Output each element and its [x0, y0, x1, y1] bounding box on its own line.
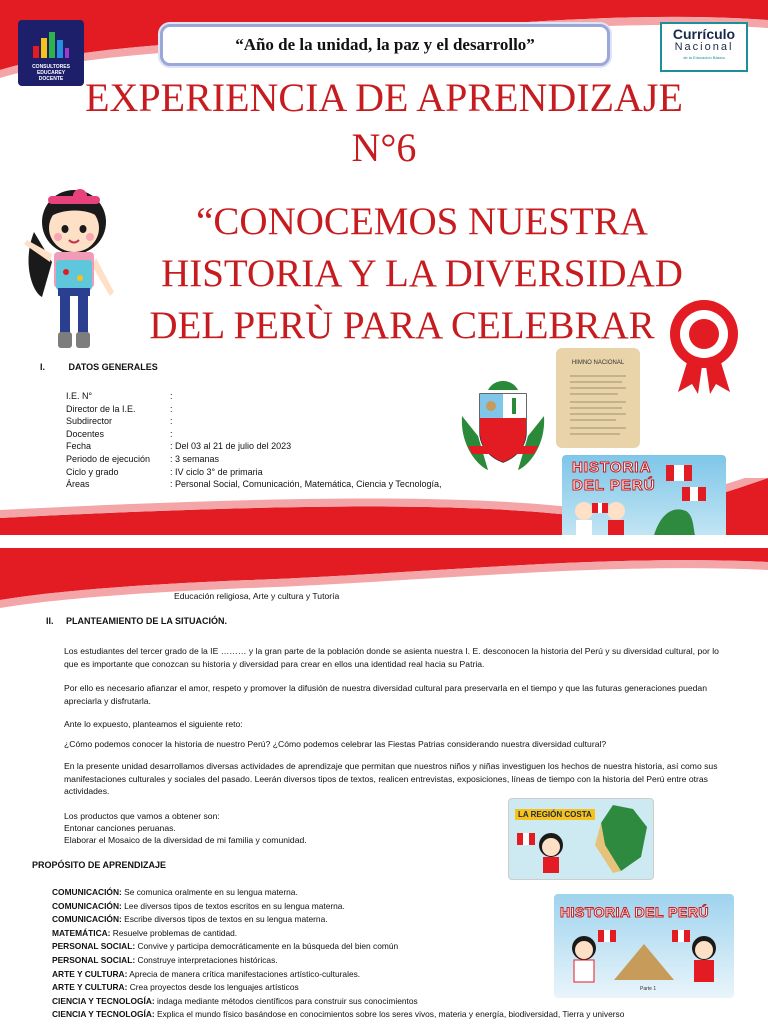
experience-number: N°6: [351, 125, 417, 170]
purpose-item: [52, 900, 624, 914]
section-title: PLANTEAMIENTO DE LA SITUACIÓN.: [66, 616, 228, 626]
purpose-item: [52, 913, 624, 927]
field-label: Áreas: [66, 479, 90, 490]
costa-title: LA REGIÓN COSTA: [515, 809, 595, 820]
field-value: : Personal Social, Comunicación, Matemática, Ciencia y Tecnología,: [170, 479, 442, 490]
curriculo-small: de la Educación Básica: [683, 55, 725, 60]
purpose-text: Crea proyectos desde los lenguajes artísticos: [127, 982, 299, 993]
field-label: Subdirector: [66, 416, 113, 427]
purpose-text: Escribe diversos tipos de textos en su lengua materna.: [121, 914, 328, 925]
curriculo-title: Currículo: [672, 26, 736, 42]
field-row: [66, 390, 441, 403]
areas-continuation: Educación religiosa, Arte y cultura y Tutoría: [174, 591, 340, 601]
banner-2-title: HISTORIA DEL PERÚ: [560, 904, 710, 920]
purpose-item: [52, 954, 624, 968]
section-situation-heading: [46, 616, 227, 626]
motto-box: “Año de la unidad, la paz y el desarrollo”: [160, 24, 610, 66]
general-fields: [66, 390, 441, 491]
situation-paragraph-3: Ante lo expuesto, planteamos el siguiente reto:: [64, 719, 243, 729]
purpose-area: ARTE Y CULTURA:: [52, 982, 128, 993]
subtitle: [112, 196, 732, 352]
purpose-text: Resuelve problemas de cantidad.: [110, 927, 238, 938]
purpose-item: [52, 927, 624, 941]
page-gap: [0, 535, 768, 548]
field-value: : Del 03 al 21 de julio del 2023: [170, 441, 292, 452]
purpose-item: [52, 1008, 624, 1022]
logo-left-text-2: EDUCAREY: [36, 70, 66, 76]
field-value: : 3 semanas: [170, 453, 220, 464]
purpose-list: [52, 886, 624, 1022]
logo-bars-icon: [31, 30, 71, 60]
purpose-item: [52, 968, 624, 982]
logo-left-text-1: CONSULTORES: [32, 64, 70, 70]
girl-illustration: [22, 182, 122, 362]
logo-left-text-3: DOCENTE: [38, 76, 64, 82]
purpose-area: CIENCIA Y TECNOLOGÍA:: [52, 1009, 155, 1020]
himno-title: HIMNO NACIONAL: [571, 360, 625, 366]
coat-of-arms-icon: [458, 376, 548, 472]
banner-2-small: Parte 1: [640, 986, 657, 992]
purpose-area: COMUNICACIÓN:: [52, 914, 122, 925]
field-value: :: [170, 391, 173, 401]
region-costa-image: [508, 798, 654, 880]
situation-paragraph-2: Por ello es necesario afianzar el amor, respeto y promover la difusión de nuestra diversidad cultural para preservarla en el tiempo y que las futuras generaciones puedan apreciarla y disfrutarla.: [64, 683, 707, 706]
field-row: [66, 403, 441, 416]
subtitle-line-3: DEL PERÙ PARA CELEBRAR: [149, 304, 655, 347]
product-2: Elaborar el Mosaico de la diversidad de mi familia y comunidad.: [64, 835, 307, 845]
rosette-icon: [664, 296, 744, 396]
curriculo-sub: Nacional: [674, 41, 734, 53]
situation-paragraph-1: Los estudiantes del tercer grado de la IE ……… y la gran parte de la población donde se asienta nuestra I. E. desconocen la historia del Perú y su diversidad cultural, por lo que es importante que conozcan su historia y diversidad para crear en ellos una identidad real hacia su Patria.: [64, 646, 719, 669]
section-general-heading: [40, 362, 158, 372]
purpose-item: [52, 995, 624, 1009]
field-value: :: [170, 403, 173, 414]
field-label: Periodo de ejecución: [66, 453, 151, 464]
purpose-area: MATEMÁTICA:: [52, 927, 111, 938]
field-row: [66, 453, 441, 466]
purpose-text: Se comunica oralmente en su lengua materna.: [121, 887, 298, 897]
field-label: Director de la I.E.: [66, 403, 136, 414]
field-value: :: [170, 416, 173, 427]
field-row: [66, 428, 441, 441]
purpose-text: indaga mediante métodos científicos para construir sus conocimientos: [154, 995, 418, 1006]
purpose-text: Construye interpretaciones históricas.: [135, 954, 278, 965]
historia-banner-1: [562, 455, 726, 535]
product-1: Entonar canciones peruanas.: [64, 823, 176, 833]
purpose-item: [52, 886, 624, 900]
section-num: II.: [46, 616, 54, 626]
subtitle-line-2: HISTORIA Y LA DIVERSIDAD: [161, 252, 683, 295]
purpose-item: [52, 981, 624, 995]
purpose-area: CIENCIA Y TECNOLOGÍA:: [52, 995, 155, 1006]
field-value: : IV ciclo 3° de primaria: [170, 466, 263, 477]
field-row: [66, 440, 441, 453]
field-label: Ciclo y grado: [66, 466, 119, 477]
products-intro: Los productos que vamos a obtener son:: [64, 811, 220, 821]
field-label: Fecha: [66, 441, 92, 452]
situation-challenge: ¿Cómo podemos conocer la historia de nuestro Perú? ¿Cómo podemos celebrar las Fiestas Patrias considerando nuestra diversidad cultural?: [64, 739, 607, 749]
purpose-area: PERSONAL SOCIAL:: [52, 941, 136, 952]
curriculo-logo: [660, 22, 748, 72]
purpose-item: [52, 940, 624, 954]
subtitle-line-1: “CONOCEMOS NUESTRA: [196, 200, 648, 243]
purpose-text: Convive y participa democráticamente en la búsqueda del bien común: [135, 941, 399, 952]
purpose-area: COMUNICACIÓN:: [52, 887, 122, 897]
field-row: [66, 415, 441, 428]
top-ribbon-2: [0, 548, 768, 608]
banner-1-line-2: DEL PERÚ: [572, 477, 656, 494]
field-row: [66, 478, 441, 491]
banner-1-line-1: HISTORIA: [572, 459, 652, 476]
purpose-area: PERSONAL SOCIAL:: [52, 954, 136, 965]
situation-paragraph-5: En la presente unidad desarrollamos diversas actividades de aprendizaje que permitan que nuestros niños y niñas investiguen los hechos de nuestra historia, así como sus manifestaciones culturales y sociales del pasado. Leerán diversos tipos de textos, realicen entrevistas, exposiciones, líneas de tiempo con la historia del Perú entre otras actividades.: [64, 761, 718, 796]
field-value: :: [170, 428, 173, 439]
section-purpose-heading: PROPÓSITO DE APRENDIZAJE: [32, 860, 167, 870]
purpose-area: COMUNICACIÓN:: [52, 900, 122, 911]
costa-illustration: [509, 799, 653, 879]
himno-lines-icon: [556, 370, 640, 448]
page-title: EXPERIENCIA DE APRENDIZAJE: [85, 75, 683, 120]
banner-1-illustration: [562, 455, 726, 535]
section-num: I.: [40, 362, 46, 372]
himno-image: [556, 348, 640, 448]
purpose-area: ARTE Y CULTURA:: [52, 968, 128, 979]
purpose-text: Explica el mundo físico basándose en conocimientos sobre los seres vivos, materia y energía, biodiversidad, Tierra y universo: [154, 1009, 625, 1020]
field-row: [66, 466, 441, 479]
purpose-text: Aprecia de manera crítica manifestaciones artístico-culturales.: [127, 968, 361, 979]
section-title: DATOS GENERALES: [68, 362, 158, 372]
field-label: I.E. N°: [66, 391, 93, 401]
purpose-text: Lee diversos tipos de textos escritos en su lengua materna.: [121, 900, 345, 911]
field-label: Docentes: [66, 428, 105, 439]
